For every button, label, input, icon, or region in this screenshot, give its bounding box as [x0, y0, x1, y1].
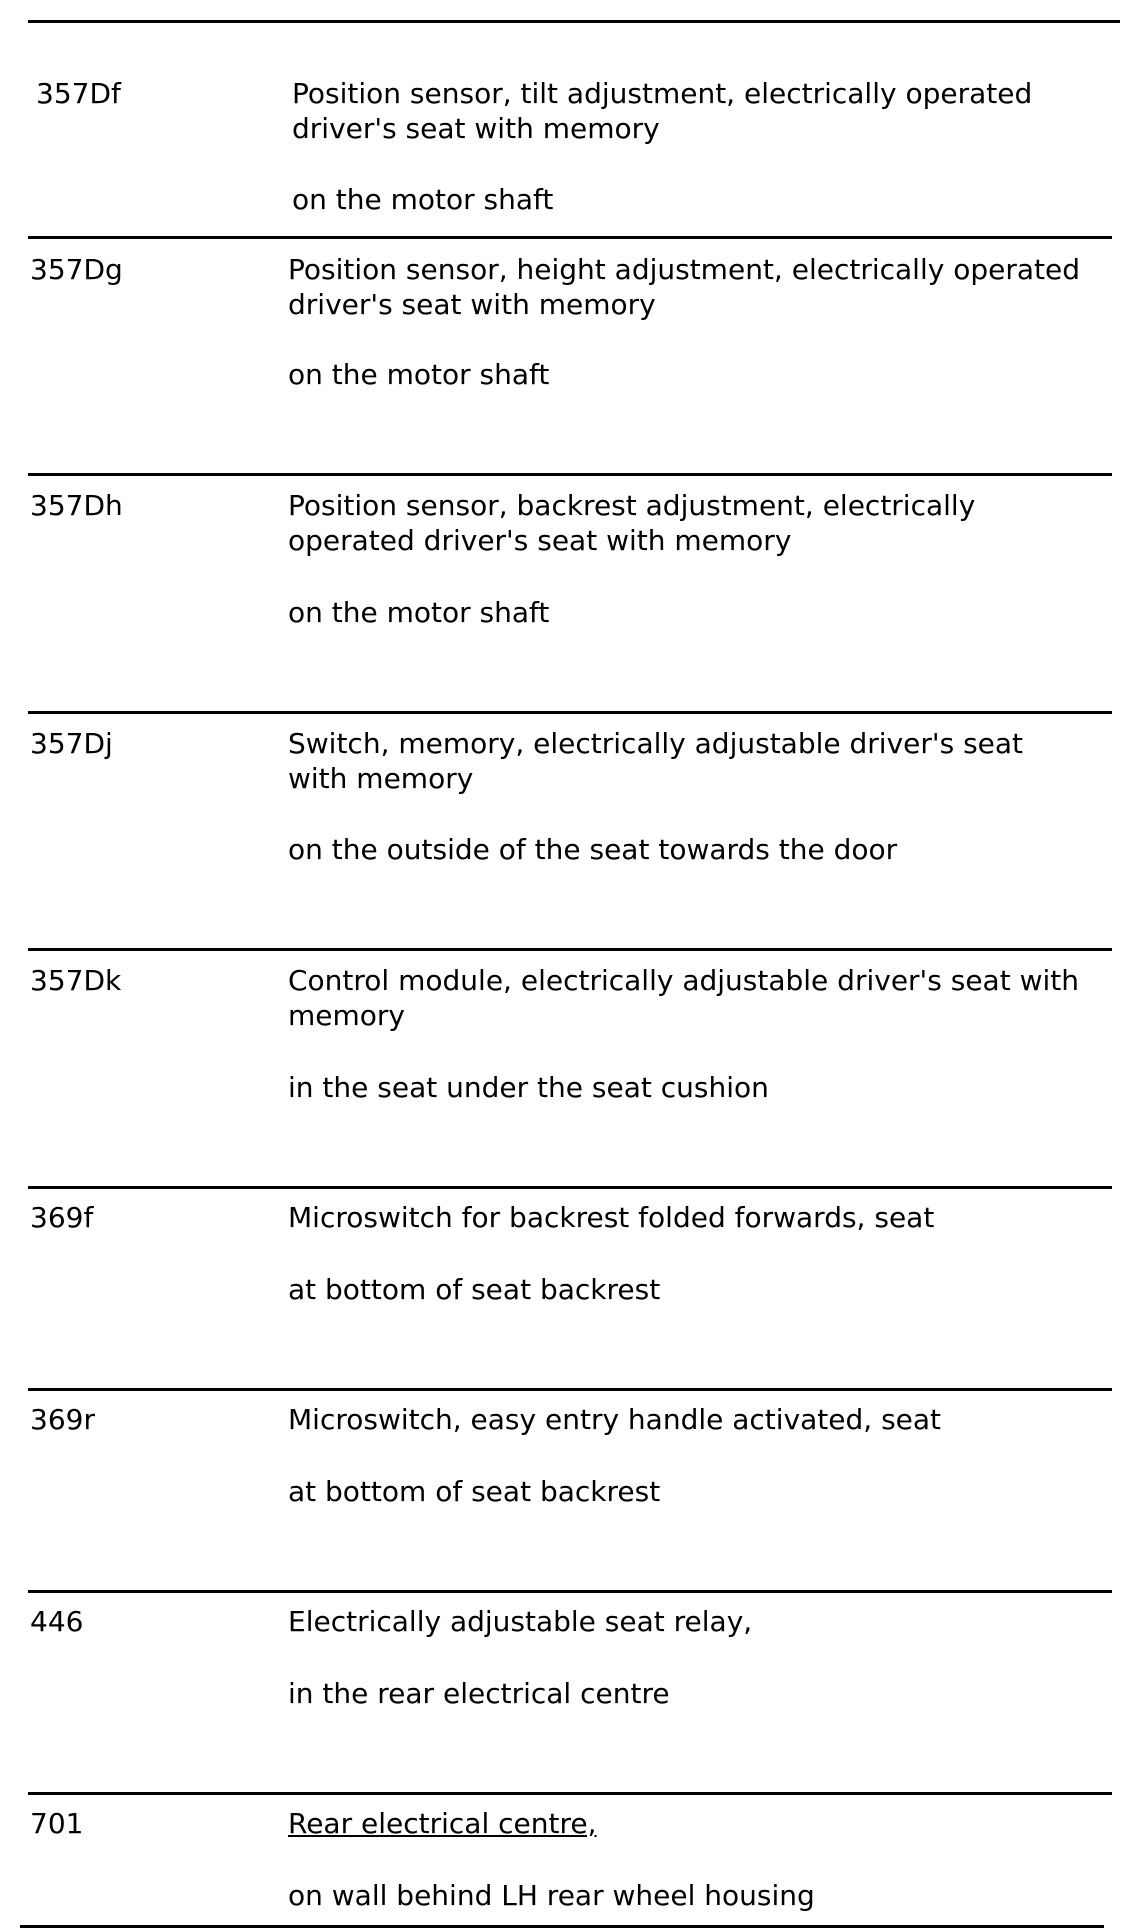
row-divider	[28, 1388, 1112, 1391]
row-divider	[28, 473, 1112, 476]
component-location: on the motor shaft	[288, 358, 550, 391]
component-location: on the outside of the seat towards the door	[288, 833, 898, 866]
component-code: 357Df	[36, 77, 121, 110]
description-line: operated driver's seat with memory	[288, 524, 792, 557]
description-line: Control module, electrically adjustable driver's seat with	[288, 964, 1079, 997]
component-description	[288, 1604, 752, 1639]
row-divider	[28, 711, 1112, 714]
component-description	[288, 252, 1080, 322]
description-line: with memory	[288, 762, 474, 795]
description-line: Position sensor, height adjustment, electrically operated	[288, 253, 1080, 286]
description-line: driver's seat with memory	[288, 288, 656, 321]
table-rule-bottom	[20, 1925, 1104, 1928]
row-divider	[28, 1590, 1112, 1593]
component-description	[288, 488, 975, 558]
component-description	[292, 76, 1032, 146]
component-description	[288, 726, 1023, 796]
component-location: on the motor shaft	[292, 183, 554, 216]
component-code: 357Dh	[30, 489, 123, 522]
component-description	[288, 1806, 597, 1841]
component-code: 357Dj	[30, 727, 113, 760]
component-location: on the motor shaft	[288, 596, 550, 629]
component-code: 357Dk	[30, 964, 122, 997]
row-divider	[28, 948, 1112, 951]
description-line-link[interactable]: Rear electrical centre,	[288, 1807, 597, 1840]
component-location: at bottom of seat backrest	[288, 1273, 661, 1306]
description-line: Position sensor, tilt adjustment, electrically operated	[292, 77, 1033, 110]
component-location: in the seat under the seat cushion	[288, 1071, 769, 1104]
description-line: driver's seat with memory	[292, 112, 660, 145]
component-code: 701	[30, 1807, 84, 1840]
row-divider	[28, 1186, 1112, 1189]
description-line: Electrically adjustable seat relay,	[288, 1605, 753, 1638]
component-code: 369f	[30, 1201, 94, 1234]
row-divider	[28, 236, 1112, 239]
description-line: Microswitch for backrest folded forwards, seat	[288, 1201, 935, 1234]
row-divider	[28, 1792, 1112, 1795]
table-rule-top	[28, 20, 1120, 23]
component-description	[288, 963, 1079, 1033]
component-description	[288, 1402, 941, 1437]
description-line: Position sensor, backrest adjustment, electrically	[288, 489, 976, 522]
component-code: 369r	[30, 1403, 95, 1436]
component-code: 446	[30, 1605, 84, 1638]
component-location: at bottom of seat backrest	[288, 1475, 661, 1508]
description-line: Switch, memory, electrically adjustable driver's seat	[288, 727, 1024, 760]
component-description	[288, 1200, 934, 1235]
description-line: Microswitch, easy entry handle activated, seat	[288, 1403, 942, 1436]
component-code: 357Dg	[30, 253, 123, 286]
component-location: on wall behind LH rear wheel housing	[288, 1879, 815, 1912]
component-location: in the rear electrical centre	[288, 1677, 670, 1710]
description-line: memory	[288, 999, 405, 1032]
